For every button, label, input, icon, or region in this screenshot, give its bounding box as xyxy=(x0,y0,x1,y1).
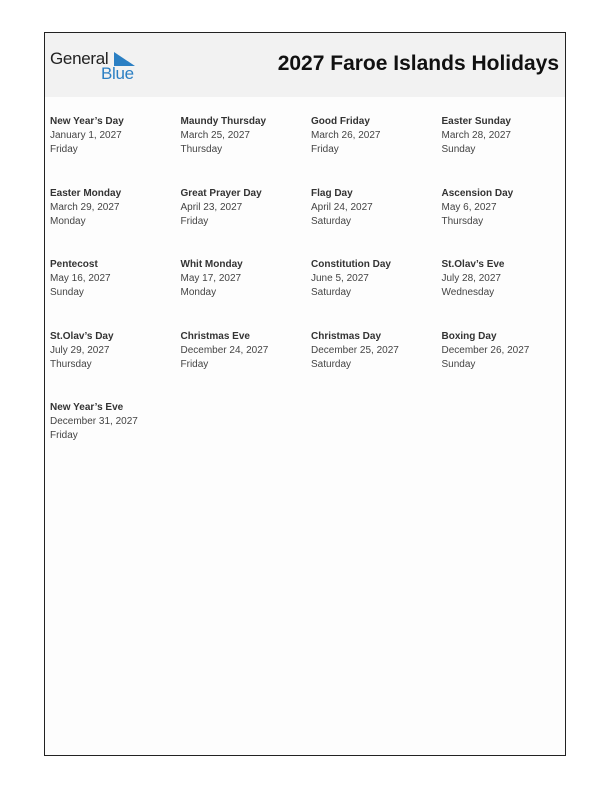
holiday-date: May 17, 2027 xyxy=(180,273,242,285)
holiday-item xyxy=(50,258,175,301)
holiday-date: January 1, 2027 xyxy=(50,130,122,142)
holiday-name: Easter Monday xyxy=(50,187,122,199)
holiday-date: June 5, 2027 xyxy=(311,273,369,285)
page-title: 2027 Faroe Islands Holidays xyxy=(277,52,559,75)
holiday-date: March 29, 2027 xyxy=(50,201,120,213)
holiday-day: Sunday xyxy=(441,144,476,156)
holiday-name: Good Friday xyxy=(311,116,370,127)
holiday-name: Whit Monday xyxy=(180,259,243,270)
holiday-day: Friday xyxy=(180,215,209,227)
holiday-day: Monday xyxy=(50,215,86,227)
holiday-day: Friday xyxy=(180,358,209,370)
holiday-item xyxy=(181,258,306,301)
holiday-name: Maundy Thursday xyxy=(180,116,267,127)
logo-text-general: General xyxy=(50,49,109,68)
holiday-date: March 25, 2027 xyxy=(180,130,250,142)
holiday-day: Monday xyxy=(180,287,217,299)
holiday-item xyxy=(311,258,436,301)
holiday-name: Great Prayer Day xyxy=(180,187,262,199)
holiday-day: Thursday xyxy=(441,215,484,227)
holiday-name: New Year’s Eve xyxy=(50,402,124,413)
holiday-item xyxy=(442,187,567,230)
holiday-day: Thursday xyxy=(50,358,92,370)
holiday-name: Constitution Day xyxy=(311,259,391,270)
holiday-day: Sunday xyxy=(441,358,476,370)
holiday-item xyxy=(50,330,175,373)
holiday-date: July 28, 2027 xyxy=(441,273,501,285)
holiday-day: Saturday xyxy=(311,287,352,299)
holiday-name: Christmas Day xyxy=(311,330,382,342)
holiday-item xyxy=(442,115,567,158)
holiday-name: Pentecost xyxy=(50,259,98,270)
holiday-date: March 28, 2027 xyxy=(441,130,511,142)
holiday-item xyxy=(50,401,175,444)
holiday-name: Christmas Eve xyxy=(180,330,250,342)
holiday-date: April 23, 2027 xyxy=(180,201,243,213)
holiday-name: Boxing Day xyxy=(441,330,497,342)
holiday-date: December 25, 2027 xyxy=(311,344,399,356)
generalblue-logo[interactable] xyxy=(50,49,140,83)
holiday-day: Saturday xyxy=(311,358,352,370)
holiday-day: Sunday xyxy=(50,287,84,299)
holiday-item xyxy=(181,187,306,230)
holiday-date: April 24, 2027 xyxy=(311,201,373,213)
holiday-date: December 26, 2027 xyxy=(441,344,530,356)
holiday-date: December 24, 2027 xyxy=(180,344,269,356)
holiday-date: May 16, 2027 xyxy=(50,273,111,285)
holiday-day: Friday xyxy=(311,144,339,156)
holiday-day: Friday xyxy=(50,144,78,156)
holiday-item xyxy=(442,258,567,301)
holiday-item xyxy=(311,187,436,230)
holiday-day: Saturday xyxy=(311,215,352,227)
holiday-item xyxy=(442,330,567,373)
holiday-date: July 29, 2027 xyxy=(50,344,110,356)
holiday-date: May 6, 2027 xyxy=(441,201,497,213)
holiday-name: Easter Sunday xyxy=(441,116,511,127)
holiday-name: St.Olav’s Day xyxy=(50,330,114,342)
holiday-item xyxy=(50,187,175,230)
holiday-date: December 31, 2027 xyxy=(50,416,138,428)
holiday-item xyxy=(311,115,436,158)
holiday-name: St.Olav’s Eve xyxy=(441,259,505,270)
holiday-day: Friday xyxy=(50,430,78,442)
holiday-date: March 26, 2027 xyxy=(311,130,381,142)
header-bar xyxy=(45,33,565,97)
holiday-name: Flag Day xyxy=(311,187,353,199)
holiday-name: Ascension Day xyxy=(441,187,514,199)
page-frame xyxy=(44,32,566,756)
holiday-name: New Year’s Day xyxy=(50,116,124,127)
holiday-day: Wednesday xyxy=(441,287,495,299)
holiday-item xyxy=(311,330,436,373)
holiday-day: Thursday xyxy=(180,144,223,156)
logo-text-blue: Blue xyxy=(101,64,134,83)
holiday-item xyxy=(181,115,306,158)
holiday-item xyxy=(50,115,175,158)
holiday-item xyxy=(181,330,306,373)
